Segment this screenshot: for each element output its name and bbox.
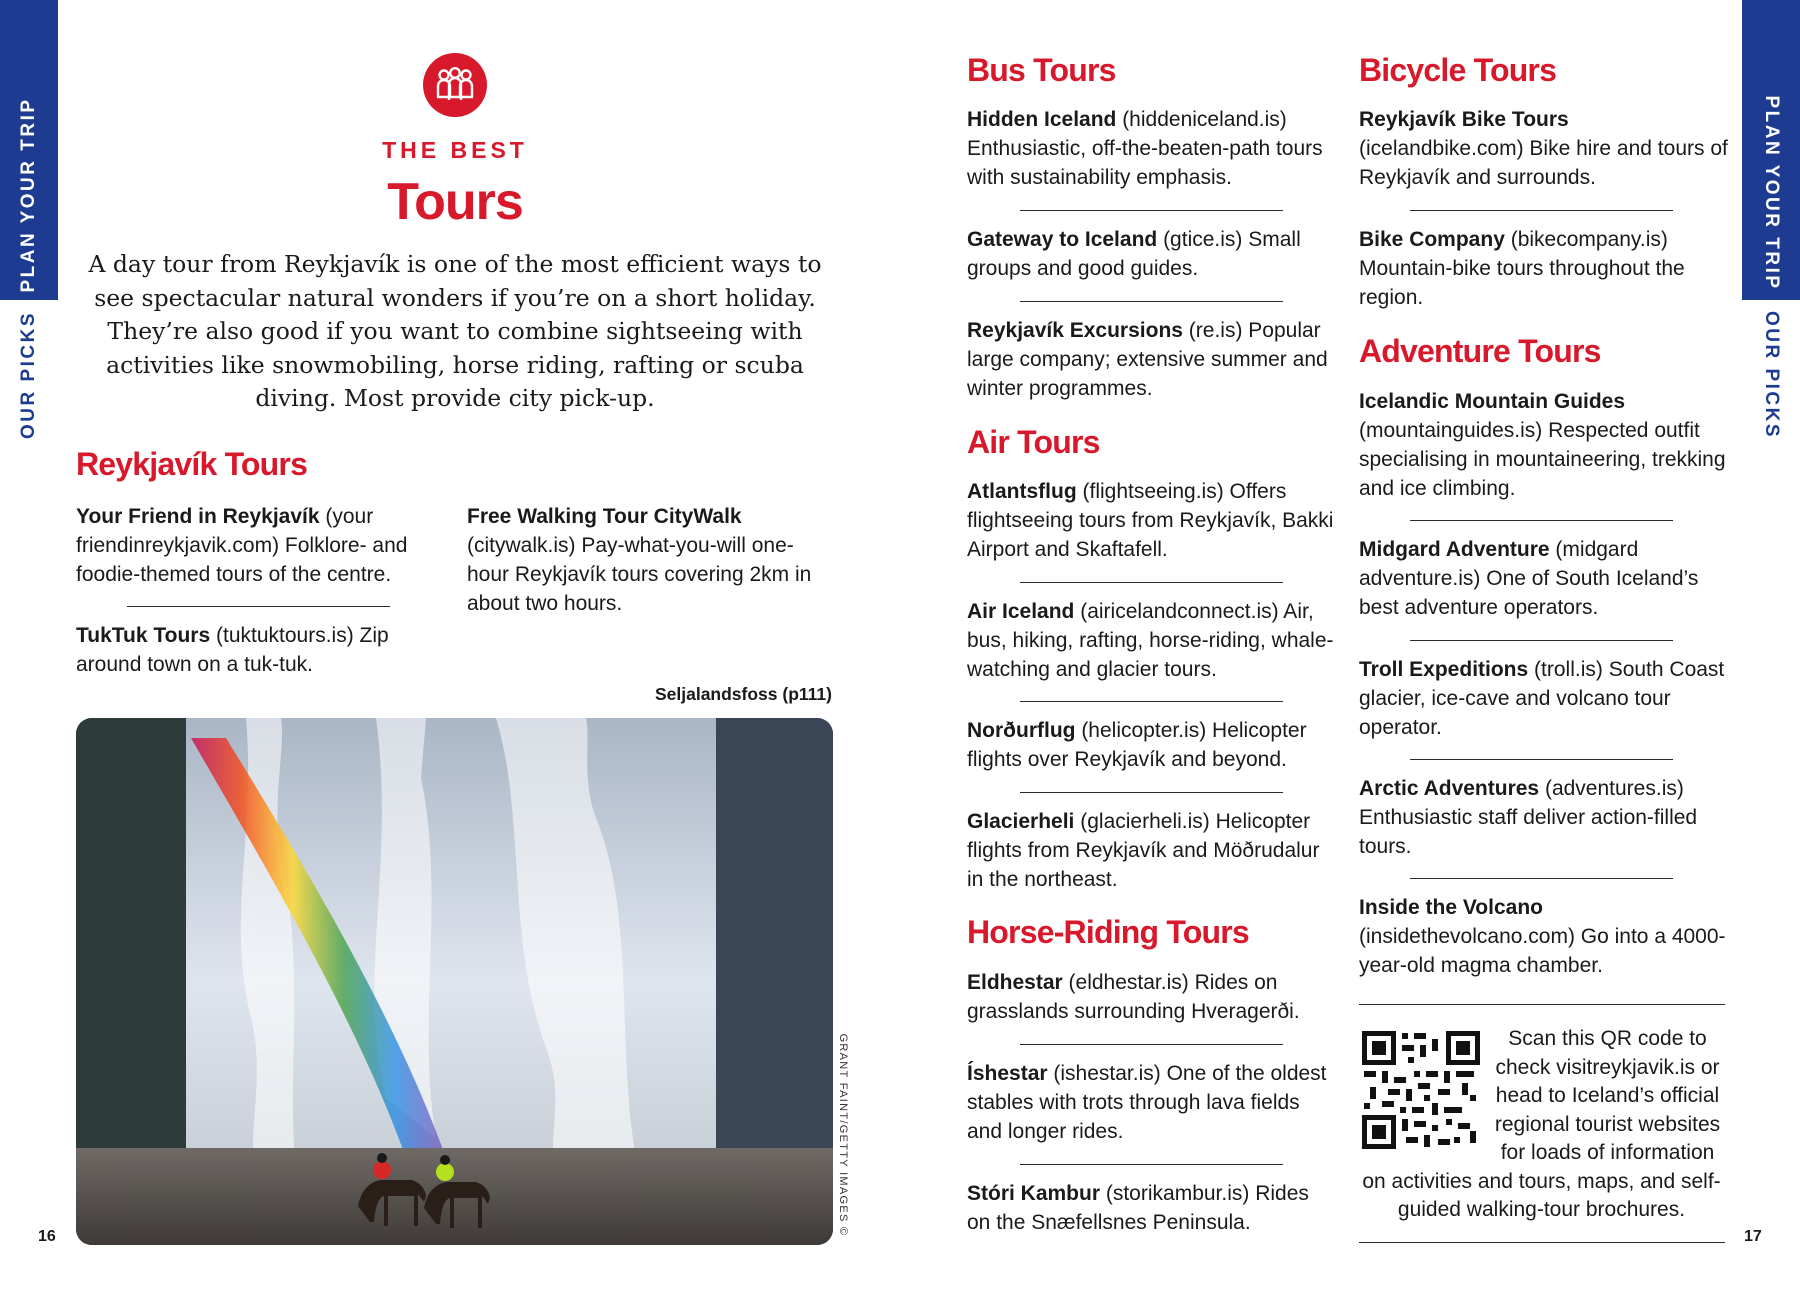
entry-inside-the-volcano — [1359, 893, 1729, 980]
entry-name: Reykjavík Bike Tours — [1359, 108, 1569, 131]
entry-free-walking-tour — [467, 502, 827, 618]
waterfall-photo — [76, 718, 833, 1245]
photo-caption: Seljalandsfoss (p111) — [654, 684, 832, 704]
entry-text: (ishestar.is) One of the oldest stables with trots through lava fields and longer rides. — [967, 1062, 1327, 1143]
entry-eldhestar — [967, 968, 1337, 1026]
divider — [1020, 210, 1283, 211]
side-tab-left-plan-label: PLAN YOUR TRIP — [18, 97, 39, 293]
side-tab-right-picks-label: OUR PICKS — [1761, 310, 1782, 440]
divider — [1410, 640, 1673, 641]
divider — [127, 606, 390, 607]
entry-text: (midgard adventure.is) One of South Iceland’s best adventure operators. — [1359, 538, 1699, 619]
entry-reykjavik-bike-tours — [1359, 105, 1729, 192]
qr-caption-text: Scan this QR code to check visitreykjavik.is or head to Iceland’s official regional tourist websites for loads of information on activities and tours, maps, and self-guided walking-tour brochures. — [1362, 1027, 1721, 1221]
entry-name: Norðurflug — [967, 719, 1076, 742]
qr-block-bottom-rule — [1359, 1242, 1725, 1243]
entry-name: Inside the Volcano — [1359, 896, 1543, 919]
entry-name: Icelandic Mountain Guides — [1359, 390, 1626, 413]
photo-credit: GRANT FAINT/GETTY IMAGES © — [837, 1033, 849, 1237]
divider — [1410, 759, 1673, 760]
page-number-right: 17 — [1744, 1228, 1762, 1245]
entry-nordurflug — [967, 716, 1337, 774]
entry-text: (citywalk.is) Pay-what-you-will one-hour Reykjavík tours covering 2km in about two hours. — [467, 534, 812, 615]
divider — [1410, 878, 1673, 879]
entry-air-iceland — [967, 597, 1337, 684]
entry-name: Bike Company — [1359, 228, 1505, 251]
divider — [1020, 1164, 1283, 1165]
entry-text: (helicopter.is) Helicopter flights over Reykjavík and beyond. — [967, 719, 1307, 771]
section-title-bus: Bus Tours — [967, 52, 1116, 88]
entry-name: Íshestar — [967, 1062, 1048, 1085]
qr-block-top-rule — [1359, 1004, 1725, 1005]
entry-text: (airicelandconnect.is) Air, bus, hiking, rafting, horse-riding, whale-watching and glacier tours. — [967, 600, 1334, 681]
entry-text: (insidethevolcano.com) Go into a 4000-year-old magma chamber. — [1359, 925, 1726, 977]
entry-text: (gtice.is) Small groups and good guides. — [967, 228, 1301, 280]
entry-text: (bikecompany.is) Mountain-bike tours throughout the region. — [1359, 228, 1685, 309]
divider — [1020, 582, 1283, 583]
entry-tuktuk-tours — [76, 621, 421, 679]
entry-bike-company — [1359, 225, 1729, 312]
entry-stori-kambur — [967, 1179, 1337, 1237]
entry-text: (storikambur.is) Rides on the Snæfellsnes Peninsula. — [967, 1182, 1309, 1234]
entry-your-friend-in-reykjavik — [76, 502, 421, 589]
entry-hidden-iceland — [967, 105, 1337, 192]
entry-icelandic-mountain-guides — [1359, 387, 1729, 503]
section-title-bicycle: Bicycle Tours — [1359, 52, 1557, 88]
divider — [1020, 301, 1283, 302]
entry-name: Eldhestar — [967, 971, 1063, 994]
entry-atlantsflug — [967, 477, 1337, 564]
entry-name: Hidden Iceland — [967, 108, 1117, 131]
divider — [1020, 1044, 1283, 1045]
section-title-horse: Horse-Riding Tours — [967, 914, 1249, 950]
entry-text: (your friendinreykjavik.com) Folklore- and foodie-themed tours of the centre. — [76, 505, 408, 586]
entry-text: (re.is) Popular large company; extensive summer and winter programmes. — [967, 319, 1328, 400]
entry-name: Midgard Adventure — [1359, 538, 1550, 561]
entry-text: (glacierheli.is) Helicopter flights from Reykjavík and Möðrudalur in the northeast. — [967, 810, 1320, 891]
entry-text: (flightseeing.is) Offers flightseeing tours from Reykjavík, Bakki Airport and Skaftafell. — [967, 480, 1334, 561]
entry-glacierheli — [967, 807, 1337, 894]
entry-troll-expeditions — [1359, 655, 1729, 742]
divider — [1410, 210, 1673, 211]
entry-name: Reykjavík Excursions — [967, 319, 1183, 342]
entry-ishestar — [967, 1059, 1337, 1146]
intro-paragraph: A day tour from Reykjavík is one of the most efficient ways to see spectacular natural wonders if you’re on a short holiday. They’re also good if you want to combine sightseeing with activities like snowmobiling, horse riding, rafting or scuba diving. Most provide city pick-up. — [88, 250, 822, 412]
entry-name: TukTuk Tours — [76, 624, 211, 647]
entry-midgard-adventure — [1359, 535, 1729, 622]
kicker: THE BEST — [382, 137, 528, 163]
entry-name: Arctic Adventures — [1359, 777, 1540, 800]
divider — [1410, 520, 1673, 521]
entry-text: (tuktuktours.is) Zip around town on a tuk-tuk. — [76, 624, 389, 676]
divider — [1020, 701, 1283, 702]
section-title-reykjavik: Reykjavík Tours — [76, 446, 308, 482]
entry-text: (eldhestar.is) Rides on grasslands surrounding Hveragerði. — [967, 971, 1300, 1023]
entry-name: Air Iceland — [967, 600, 1075, 623]
entry-name: Your Friend in Reykjavík — [76, 505, 320, 528]
entry-name: Atlantsflug — [967, 480, 1077, 503]
page-title: Tours — [387, 173, 523, 231]
entry-text: (adventures.is) Enthusiastic staff deliver action-filled tours. — [1359, 777, 1698, 858]
group-icon — [423, 53, 487, 117]
entry-name: Free Walking Tour CityWalk — [467, 505, 742, 528]
qr-caption — [1360, 1025, 1723, 1225]
entry-name: Stóri Kambur — [967, 1182, 1101, 1205]
entry-name: Troll Expeditions — [1359, 658, 1529, 681]
entry-name: Glacierheli — [967, 810, 1075, 833]
entry-text: (hiddeniceland.is) Enthusiastic, off-the-beaten-path tours with sustainability emphasis. — [967, 108, 1323, 189]
side-tab-left-picks-label: OUR PICKS — [18, 310, 39, 440]
entry-text: (troll.is) South Coast glacier, ice-cave and volcano tour operator. — [1359, 658, 1725, 739]
entry-gateway-to-iceland — [967, 225, 1337, 283]
entry-arctic-adventures — [1359, 774, 1729, 861]
section-title-air: Air Tours — [967, 424, 1100, 460]
divider — [1020, 792, 1283, 793]
section-title-adventure: Adventure Tours — [1359, 333, 1601, 369]
entry-text: (mountainguides.is) Respected outfit specialising in mountaineering, trekking and ice climbing. — [1359, 419, 1726, 500]
side-tab-right-plan-label: PLAN YOUR TRIP — [1761, 95, 1782, 291]
entry-reykjavik-excursions — [967, 316, 1337, 403]
page-number-left: 16 — [38, 1228, 56, 1245]
entry-text: (icelandbike.com) Bike hire and tours of Reykjavík and surrounds. — [1359, 137, 1728, 189]
entry-name: Gateway to Iceland — [967, 228, 1158, 251]
